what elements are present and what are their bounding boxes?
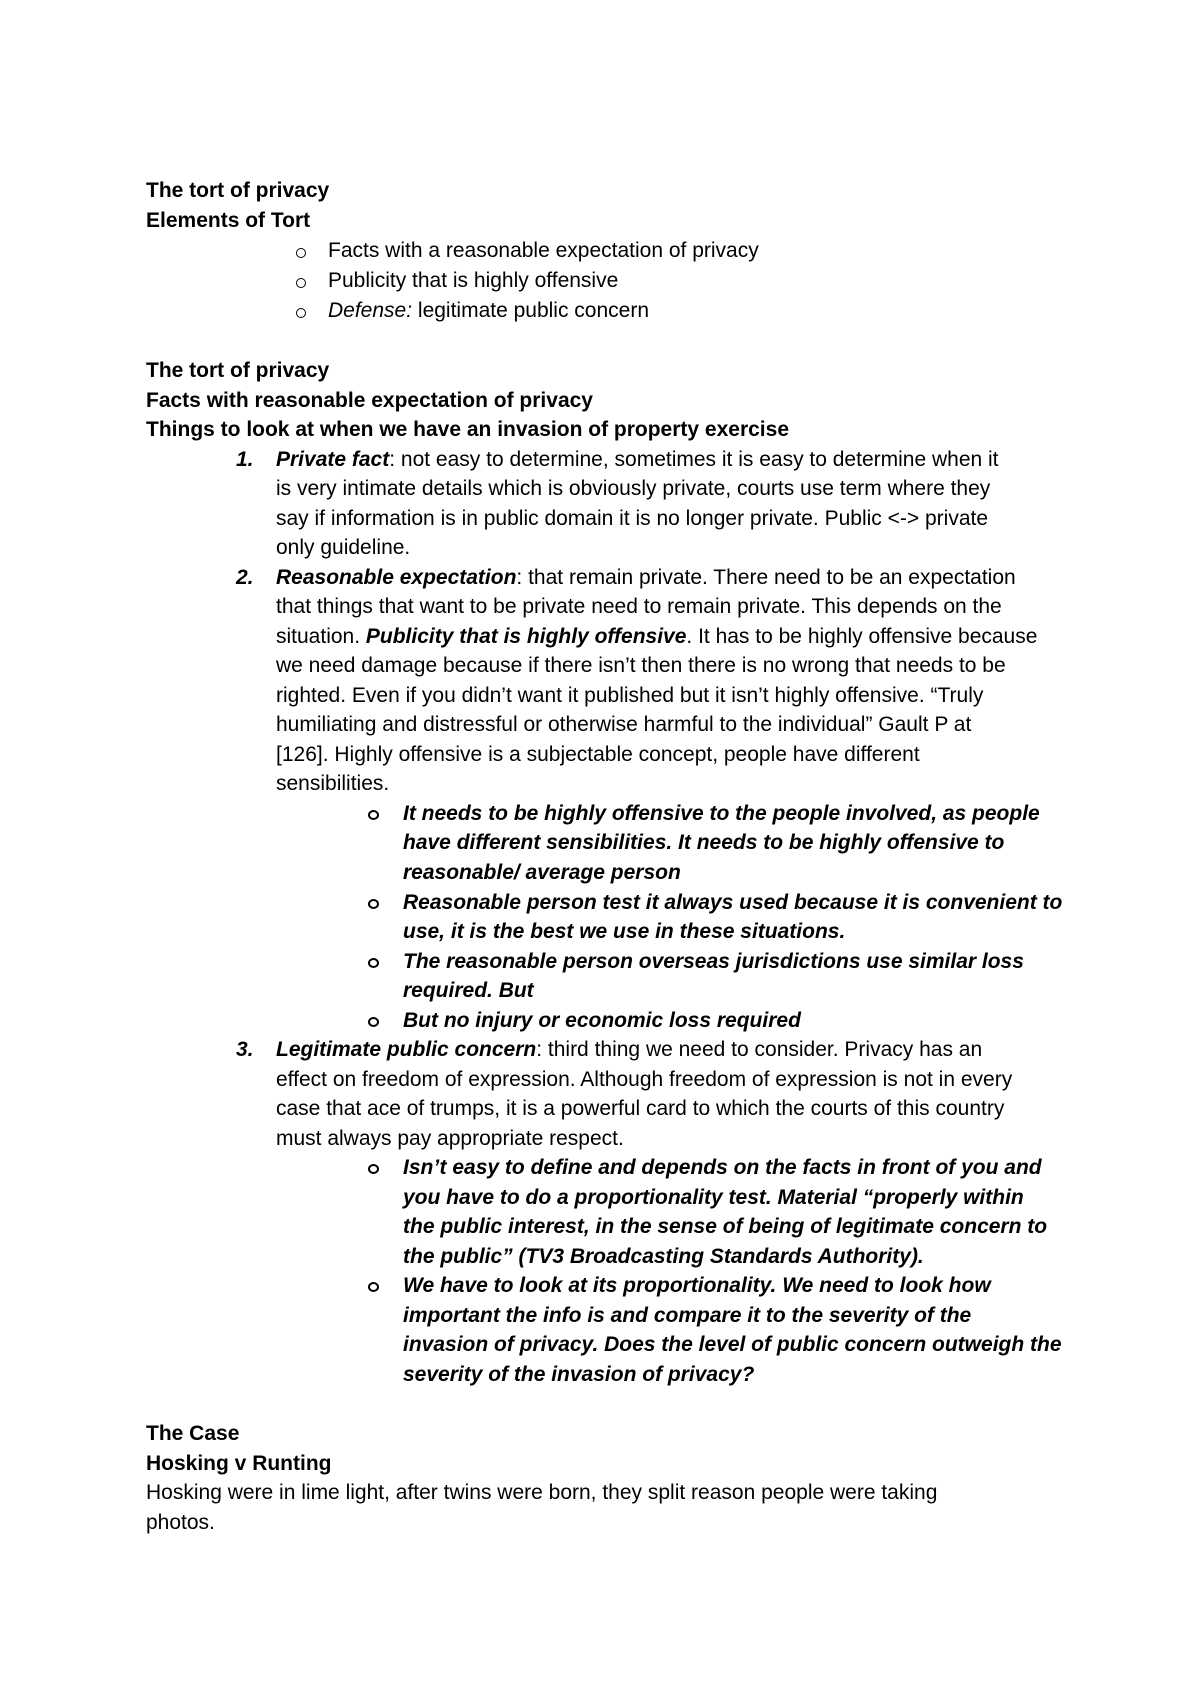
- sub-item-text: the public” (TV3 Broadcasting Standards Authority).: [403, 1245, 924, 1268]
- bullet-icon: [296, 308, 306, 318]
- bullet-icon: [368, 1282, 379, 1292]
- bullet-icon: [368, 1017, 379, 1027]
- sub-item-text: you have to do a proportionality test. Material “properly within: [403, 1186, 1024, 1209]
- list-item: [328, 297, 649, 325]
- section3-subtitle: Hosking v Runting: [146, 1452, 332, 1475]
- item-text-pre: situation.: [276, 625, 366, 648]
- sub-item-text: The reasonable person overseas jurisdictions use similar loss: [403, 950, 1024, 973]
- item-label: Reasonable expectation: [276, 566, 517, 589]
- item-text: [276, 623, 1037, 651]
- item-text: we need damage because if there isn’t then there is no wrong that needs to be: [276, 654, 1006, 677]
- item-text: [126]. Highly offensive is a subjectable concept, people have different: [276, 743, 920, 766]
- sub-item-text: the public interest, in the sense of being of legitimate concern to: [403, 1215, 1048, 1238]
- section1-subtitle: Elements of Tort: [146, 209, 311, 232]
- item-text: must always pay appropriate respect.: [276, 1127, 624, 1150]
- item-number: 1.: [236, 448, 254, 471]
- sub-item-text: severity of the invasion of privacy?: [403, 1363, 755, 1386]
- sub-item-text: reasonable/ average person: [403, 861, 681, 884]
- bullet-icon: [368, 810, 379, 820]
- section2-subtitle-2: Things to look at when we have an invasion of property exercise: [146, 418, 789, 441]
- bullet-icon: [296, 278, 306, 288]
- item-text: : not easy to determine, sometimes it is easy to determine when it: [389, 448, 999, 471]
- sub-item-text: It needs to be highly offensive to the people involved, as people: [403, 802, 1040, 825]
- paragraph-line: Hosking were in lime light, after twins were born, they split reason people were taking: [146, 1481, 938, 1504]
- item-text: that things that want to be private need to remain private. This depends on the: [276, 595, 1002, 618]
- item-text: say if information is in public domain it is no longer private. Public <-> private: [276, 507, 989, 530]
- sub-item-text: We have to look at its proportionality. We need to look how: [403, 1274, 991, 1297]
- item-text-post: . It has to be highly offensive because: [686, 625, 1038, 648]
- item-text: : third thing we need to consider. Privacy has an: [536, 1038, 983, 1061]
- list-item: Facts with a reasonable expectation of privacy: [328, 239, 759, 262]
- item-text: humiliating and distressful or otherwise harmful to the individual” Gault P at: [276, 713, 972, 736]
- item-text: sensibilities.: [276, 772, 390, 795]
- item-text: effect on freedom of expression. Although freedom of expression is not in every: [276, 1068, 1013, 1091]
- sub-item-text: But no injury or economic loss required: [403, 1009, 801, 1032]
- item-text: case that ace of trumps, it is a powerful card to which the courts of this country: [276, 1097, 1005, 1120]
- section3-title: The Case: [146, 1422, 240, 1445]
- section2-title: The tort of privacy: [146, 359, 330, 382]
- bullet-icon: [368, 1164, 379, 1174]
- item-text: righted. Even if you didn’t want it published but it isn’t highly offensive. “Truly: [276, 684, 984, 707]
- item-label: Private fact: [276, 448, 390, 471]
- item-inline-bold: Publicity that is highly offensive: [365, 625, 687, 648]
- item-label: Legitimate public concern: [276, 1038, 537, 1061]
- list-item: [276, 564, 1016, 592]
- item-text: is very intimate details which is obviously private, courts use term where they: [276, 477, 991, 500]
- item-text: : that remain private. There need to be an expectation: [516, 566, 1016, 589]
- list-item: [276, 446, 999, 474]
- sub-item-text: invasion of privacy. Does the level of public concern outweigh the: [403, 1333, 1062, 1356]
- defense-label: Defense:: [328, 299, 413, 322]
- section2-subtitle: Facts with reasonable expectation of privacy: [146, 389, 593, 412]
- item-number: 2.: [236, 566, 254, 589]
- list-item: Publicity that is highly offensive: [328, 269, 619, 292]
- item-number: 3.: [236, 1038, 254, 1061]
- item-text: only guideline.: [276, 536, 411, 559]
- sub-item-text: Reasonable person test it always used because it is convenient to: [403, 891, 1063, 914]
- sub-item-text: required. But: [403, 979, 534, 1002]
- bullet-icon: [368, 958, 379, 968]
- paragraph-line: photos.: [146, 1511, 215, 1534]
- bullet-icon: [296, 248, 306, 258]
- sub-item-text: Isn’t easy to define and depends on the facts in front of you and: [403, 1156, 1042, 1179]
- sub-item-text: use, it is the best we use in these situations.: [403, 920, 846, 943]
- sub-item-text: important the info is and compare it to the severity of the: [403, 1304, 972, 1327]
- list-item: [276, 1036, 982, 1064]
- sub-item-text: have different sensibilities. It needs to be highly offensive to: [403, 831, 1005, 854]
- section1-title: The tort of privacy: [146, 179, 330, 202]
- bullet-icon: [368, 899, 379, 909]
- defense-text: legitimate public concern: [412, 299, 650, 322]
